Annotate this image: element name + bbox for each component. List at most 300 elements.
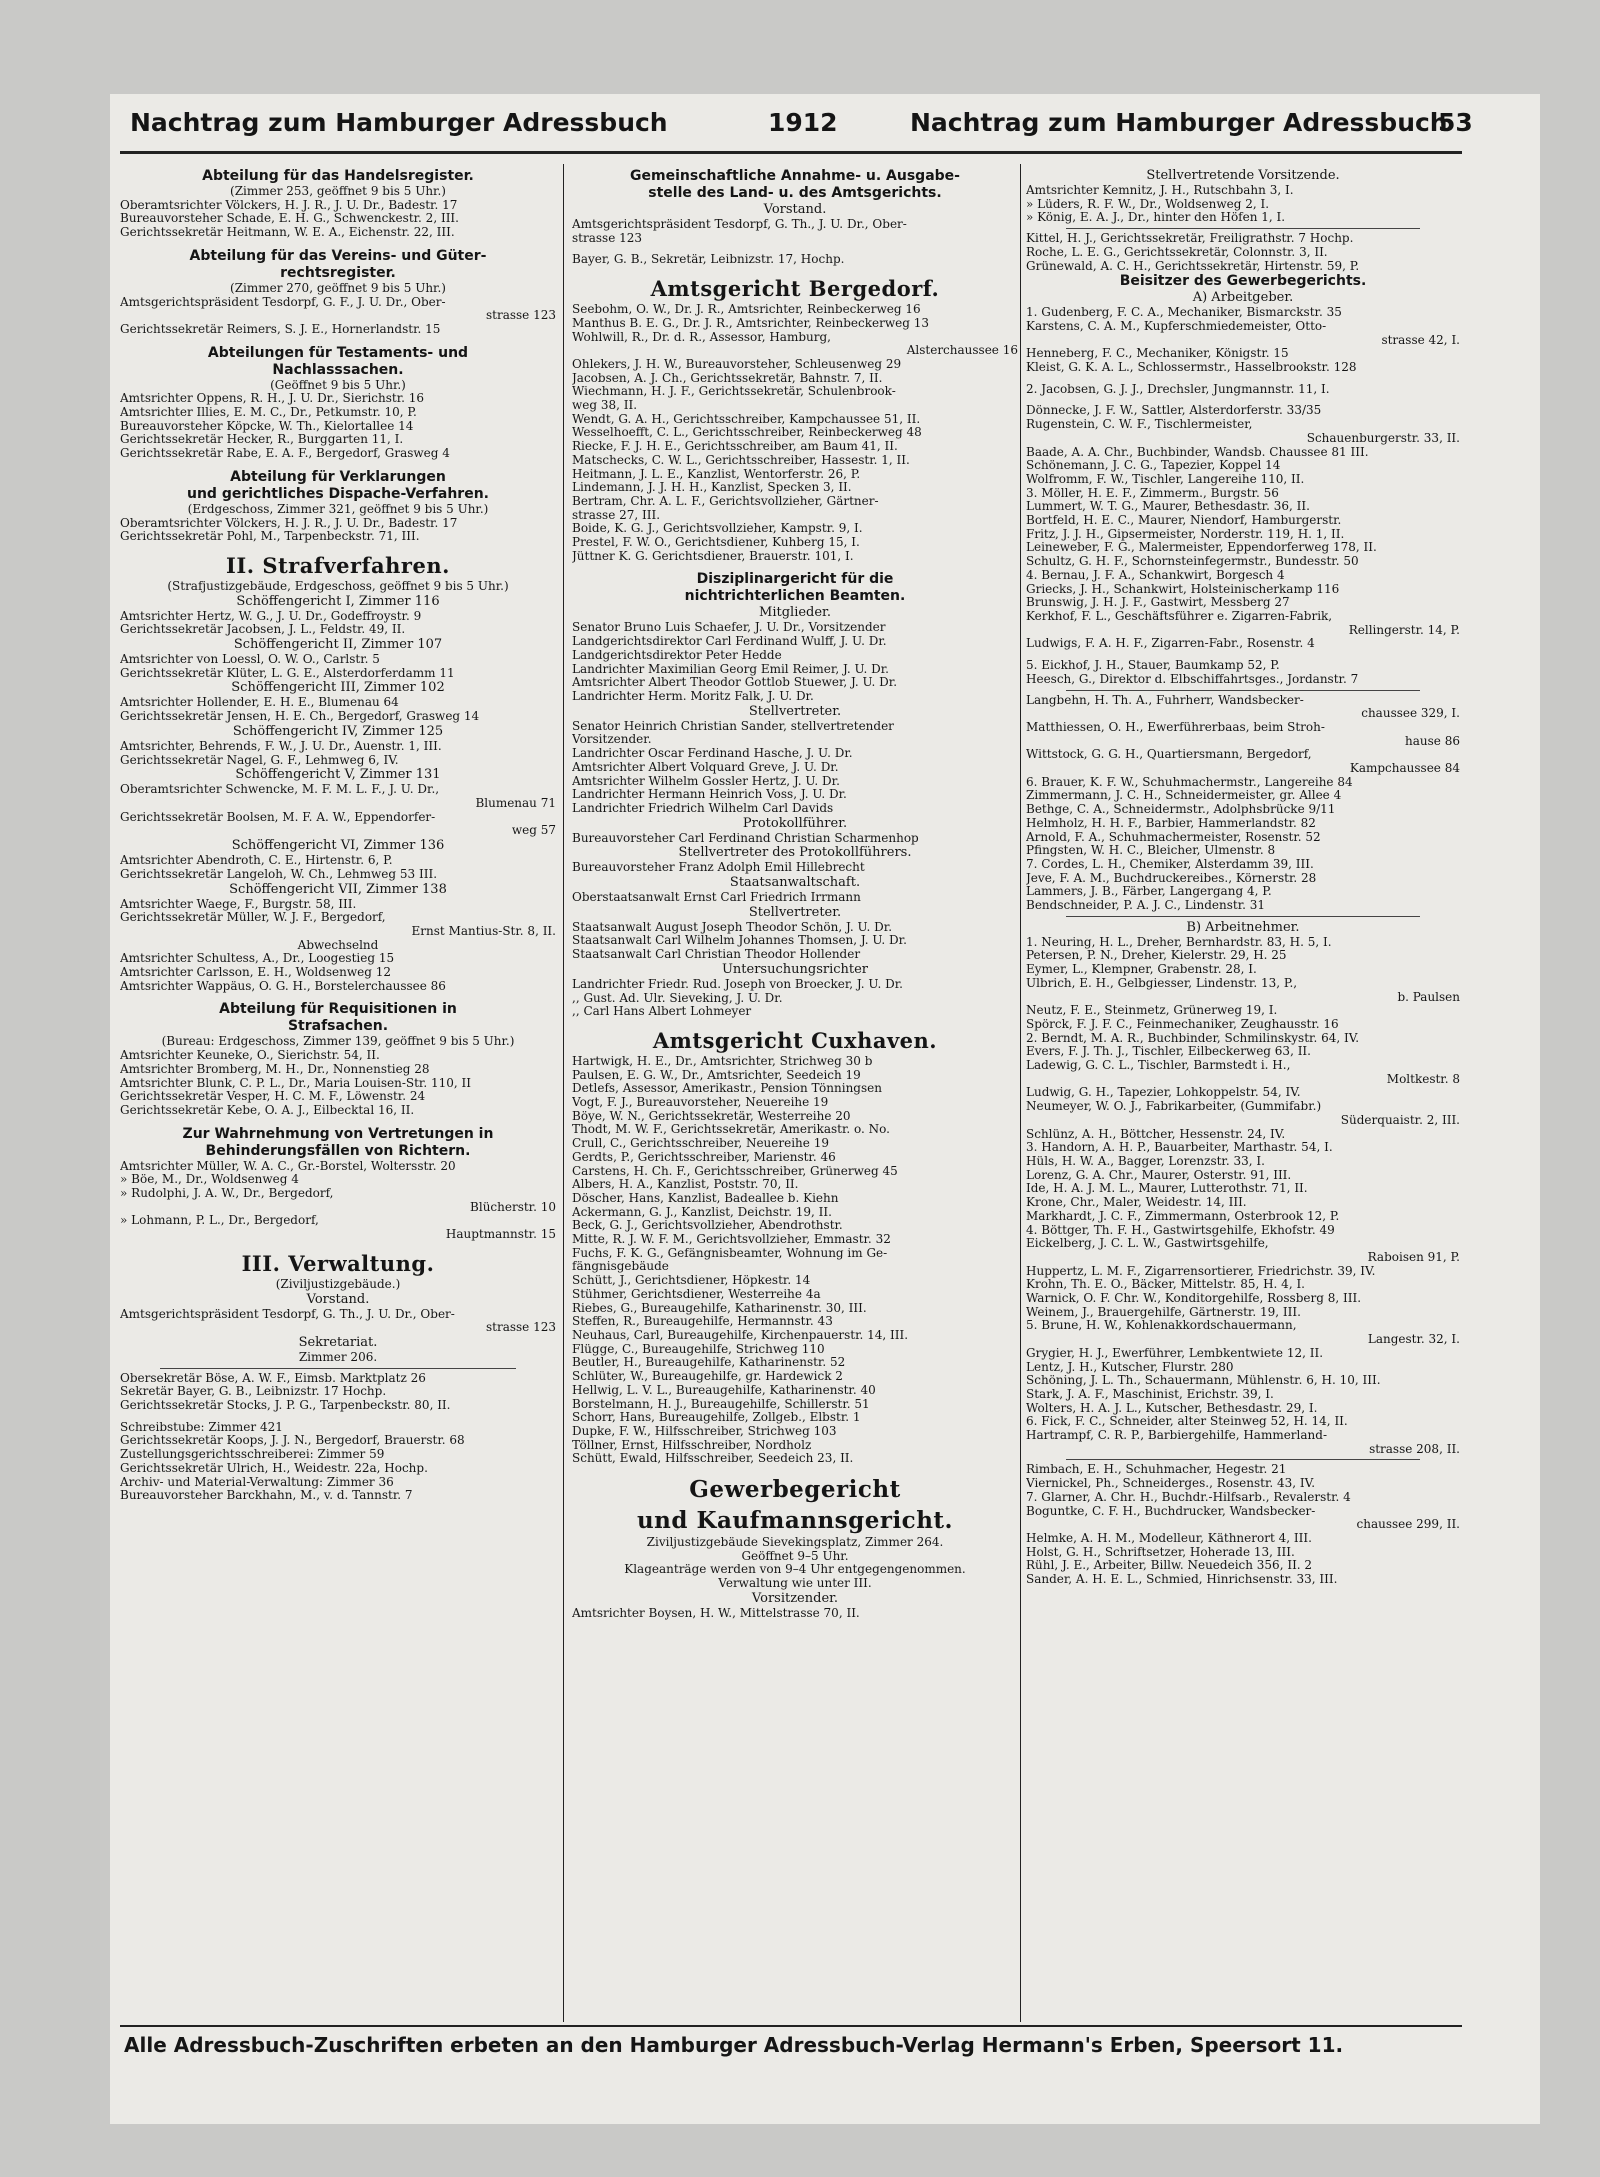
entry-line: Bureauvorsteher Franz Adolph Emil Hillebrecht: [572, 861, 865, 875]
entry-line: 3. Möller, H. E. F., Zimmerm., Burgstr. 56: [1026, 486, 1279, 500]
entry-line: Lentz, J. H., Kutscher, Flurstr. 280: [1026, 1360, 1234, 1374]
section-heading: Gemeinschaftliche Annahme- u. Ausgabe-: [630, 168, 960, 184]
subheading: Sekretariat.: [298, 1334, 378, 1350]
header-rule: [120, 151, 1462, 154]
spacer: [120, 240, 556, 248]
entry-line: Lorenz, G. A. Chr., Maurer, Osterstr. 91, III.: [1026, 1168, 1292, 1182]
entry-line: Oberamtsrichter Völckers, H. J. R., J. U. Dr., Badestr. 17: [120, 516, 458, 530]
spacer: [120, 1118, 556, 1126]
entry-line: Gerichtssekretär Müller, W. J. F., Bergedorf,: [120, 911, 386, 925]
entry-line: Amtsrichter Hollender, E. H. E., Blumenau 64: [120, 696, 399, 710]
subheading: Stellvertreter.: [748, 904, 842, 920]
column-divider-2: [1020, 164, 1021, 2022]
entry-line: Wohlwill, R., Dr. d. R., Assessor, Hamburg,: [572, 330, 831, 344]
entry-line: Carstens, H. Ch. F., Gerichtsschreiber, Grünerweg 45: [572, 1164, 898, 1178]
entry-line: Gerichtssekretär Ulrich, H., Weidestr. 22a, Hochp.: [120, 1461, 428, 1475]
entry-line: Amtsrichter Hertz, W. G., J. U. Dr., Godeffroystr. 9: [120, 609, 422, 623]
entry-line: Leineweber, F. G., Malermeister, Eppendorferweg 178, II.: [1026, 541, 1377, 555]
spacer: [572, 245, 1018, 253]
section-heading: Beisitzer des Gewerbegerichts.: [1119, 273, 1367, 290]
section-heading: Gewerbegericht: [689, 1476, 901, 1504]
entry-line: Stark, J. A. F., Maschinist, Erichstr. 39, I.: [1026, 1387, 1274, 1401]
subheading: Schöffengericht VI, Zimmer 136: [231, 838, 445, 854]
section-heading: stelle des Land- u. des Amtsgerichts.: [648, 185, 942, 201]
entry-line: Beck, G. J., Gerichtsvollzieher, Abendrothstr.: [572, 1219, 843, 1233]
entry-line: Amtsgerichtspräsident Tesdorpf, G. Th., J. U. Dr., Ober-: [572, 218, 907, 231]
entry-line: Hartwigk, H. E., Dr., Amtsrichter, Strichweg 30 b: [572, 1054, 873, 1068]
entry-line: Langestr. 32, I.: [1367, 1333, 1460, 1347]
entry-line: weg 57: [511, 824, 556, 838]
subheading: Schöffengericht I, Zimmer 116: [236, 593, 440, 609]
entry-line: Amtsrichter Abendroth, C. E., Hirtenstr. 6, P.: [120, 854, 393, 868]
entry-line: » Lohmann, P. L., Dr., Bergedorf,: [120, 1214, 319, 1228]
entry-line: Kleist, G. K. A. L., Schlossermstr., Hasselbrookstr. 128: [1026, 361, 1357, 375]
entry-line: Ulbrich, E. H., Gelbgiesser, Lindenstr. 13, P.,: [1026, 976, 1298, 990]
entry-line: Oberamtsrichter Schwencke, M. F. M. L. F., J. U. Dr.,: [120, 783, 440, 797]
entry-line: Staatsanwalt Carl Christian Theodor Hollender: [572, 948, 861, 962]
entry-line: Landrichter Hermann Heinrich Voss, J. U. Dr.: [572, 788, 847, 802]
entry-line: Wolfromm, F. W., Tischler, Langereihe 110, II.: [1026, 472, 1305, 486]
entry-line: Grygier, H. J., Ewerführer, Lembkentwiete 12, II.: [1026, 1346, 1324, 1360]
entry-line: Helmholz, H. H. F., Barbier, Hammerlandstr. 82: [1026, 816, 1316, 830]
section-heading: nichtrichterlichen Beamten.: [684, 588, 906, 605]
section-heading: Disziplinargericht für die: [696, 571, 894, 588]
entry-line: Prestel, F. W. O., Gerichtsdiener, Kuhberg 15, I.: [572, 536, 860, 550]
entry-line: 4. Bernau, J. F. A., Schankwirt, Borgesch 4: [1026, 568, 1285, 582]
entry-line: Lammers, J. B., Färber, Langergang 4, P.: [1026, 885, 1272, 899]
entry-line: Obersekretär Böse, A. W. F., Eimsb. Marktplatz 26: [120, 1371, 426, 1385]
entry-line: Bortfeld, H. E. C., Maurer, Niendorf, Hamburgerstr.: [1026, 514, 1342, 528]
entry-line: 1. Neuring, H. L., Dreher, Bernhardstr. 83, H. 5, I.: [1026, 935, 1332, 949]
section-heading: Behinderungsfällen von Richtern.: [205, 1142, 471, 1159]
entry-line: Landgerichtsdirektor Peter Hedde: [572, 648, 782, 662]
divider-line: [1066, 1459, 1420, 1460]
entry-line: 4. Böttger, Th. F. H., Gastwirtsgehilfe, Ekhofstr. 49: [1026, 1223, 1335, 1237]
entry-line: strasse 27, III.: [572, 508, 661, 522]
entry-line: Albers, H. A., Kanzlist, Poststr. 70, II.: [572, 1178, 799, 1192]
entry-line: Amtsrichter Blunk, C. P. L., Dr., Maria Louisen-Str. 110, II: [120, 1076, 471, 1090]
entry-line: Landrichter Herm. Moritz Falk, J. U. Dr.: [572, 689, 814, 703]
entry-line: Neuhaus, Carl, Bureaugehilfe, Kirchenpauerstr. 14, III.: [572, 1329, 909, 1342]
entry-line: Evers, F. J. Th. J., Tischler, Eilbeckerweg 63, II.: [1026, 1045, 1311, 1059]
column-right: [1026, 168, 1460, 1587]
subheading: A) Arbeitgeber.: [1192, 290, 1294, 306]
entry-line: Verwaltung wie unter III.: [718, 1577, 872, 1591]
subheading: Stellvertreter.: [748, 703, 842, 719]
entry-line: Oberstaatsanwalt Ernst Carl Friedrich Irrmann: [572, 891, 861, 905]
entry-line: Seebohm, O. W., Dr. J. R., Amtsrichter, Reinbeckerweg 16: [572, 303, 921, 317]
entry-line: Amtsgerichtspräsident Tesdorpf, G. F., J. U. Dr., Ober-: [120, 295, 446, 309]
entry-line: Alsterchaussee 16: [906, 344, 1018, 358]
entry-line: (Bureau: Erdgeschoss, Zimmer 139, geöffnet 9 bis 5 Uhr.): [161, 1035, 515, 1049]
entry-line: Gerichtssekretär Stocks, J. P. G., Tarpenbeckstr. 80, II.: [120, 1399, 451, 1413]
subheading: Schöffengericht III, Zimmer 102: [231, 680, 445, 696]
spacer: [1026, 396, 1460, 404]
entry-line: Gerichtssekretär Koops, J. J. N., Bergedorf, Brauerstr. 68: [120, 1434, 465, 1448]
entry-line: Öhlekers, J. H. W., Bureauvorsteher, Schleusenweg 29: [572, 357, 902, 371]
section-heading: Amtsgericht Cuxhaven.: [652, 1027, 938, 1053]
entry-line: Amtsrichter Albert Theodor Gottlob Stuewer, J. U. Dr.: [572, 676, 898, 690]
entry-line: Schütt, J., Gerichtsdiener, Höpkestr. 14: [572, 1274, 811, 1288]
entry-line: Oberamtsrichter Völckers, H. J. R., J. U. Dr., Badestr. 17: [120, 198, 458, 212]
subheading: Vorstand.: [306, 1291, 370, 1307]
spacer: [572, 267, 1018, 275]
entry-line: Dönnecke, J. F. W., Sattler, Alsterdorferstr. 33/35: [1026, 404, 1322, 418]
spacer: [120, 337, 556, 345]
entry-line: Bureauvorsteher Schade, E. H. G., Schwenckestr. 2, III.: [120, 212, 459, 226]
column-middle: [572, 168, 1018, 1621]
footer-rule: [120, 2025, 1462, 2027]
entry-line: Ladewig, G. C. L., Tischler, Barmstedt i. H.,: [1026, 1059, 1291, 1073]
entry-line: Gerichtssekretär Kebe, O. A. J., Eilbecktal 16, II.: [120, 1103, 415, 1117]
entry-line: ,, Gust. Ad. Ulr. Sieveking, J. U. Dr.: [572, 991, 783, 1005]
entry-line: Mitte, R. J. W. F. M., Gerichtsvollzieher, Emmastr. 32: [572, 1233, 891, 1247]
entry-line: 5. Eickhof, J. H., Stauer, Baumkamp 52, P.: [1026, 659, 1280, 673]
entry-line: Schönemann, J. C. G., Tapezier, Koppel 14: [1026, 459, 1281, 473]
entry-line: Amtsrichter Boysen, H. W., Mittelstrasse 70, II.: [572, 1606, 860, 1620]
entry-line: Ludwig, G. H., Tapezier, Lohkoppelstr. 54, IV.: [1026, 1086, 1301, 1100]
entry-line: 2. Berndt, M. A. R., Buchbinder, Schmilinskystr. 64, IV.: [1026, 1031, 1360, 1045]
section-heading: Zur Wahrnehmung von Vertretungen in: [182, 1125, 494, 1142]
entry-line: Gerichtssekretär Reimers, S. J. E., Hornerlandstr. 15: [120, 322, 441, 336]
entry-line: Bureauvorsteher Köpcke, W. Th., Kielortallee 14: [120, 419, 414, 433]
column-left: [120, 168, 556, 1503]
column-divider-1: [563, 164, 564, 2022]
entry-line: Abwechselnd: [297, 938, 379, 952]
entry-line: Boide, K. G. J., Gerichtsvollzieher, Kampstr. 9, I.: [572, 522, 863, 536]
entry-line: Matthiessen, O. H., Ewerführerbaas, beim Stroh-: [1026, 720, 1325, 734]
entry-line: Amtsrichter, Behrends, F. W., J. U. Dr., Auenstr. 1, III.: [120, 739, 442, 753]
section-heading: III. Verwaltung.: [241, 1250, 435, 1276]
entry-line: Zustellungsgerichtsschreiberei: Zimmer 59: [120, 1448, 385, 1462]
subheading: Schöffengericht V, Zimmer 131: [235, 767, 441, 783]
entry-line: Amtsrichter Müller, W. A. C., Gr.-Borstel, Woltersstr. 20: [120, 1159, 456, 1173]
entry-line: Blumenau 71: [475, 796, 556, 810]
entry-line: Böye, W. N., Gerichtssekretär, Westerreihe 20: [572, 1109, 851, 1123]
spacer: [572, 1466, 1018, 1474]
entry-line: Blücherstr. 10: [470, 1200, 556, 1214]
entry-line: Bureauvorsteher Carl Ferdinand Christian Scharmenhop: [572, 831, 919, 845]
section-heading: Amtsgericht Bergedorf.: [650, 276, 940, 302]
entry-line: Markhardt, J. C. F., Zimmermann, Osterbrook 12, P.: [1026, 1209, 1340, 1223]
section-heading: Abteilung für Requisitionen in: [219, 1001, 457, 1018]
entry-line: Baade, A. A. Chr., Buchbinder, Wandsb. Chaussee 81 III.: [1026, 445, 1369, 459]
subheading: Schöffengericht IV, Zimmer 125: [232, 723, 444, 739]
entry-line: (Strafjustizgebäude, Erdgeschoss, geöffnet 9 bis 5 Uhr.): [167, 579, 509, 593]
entry-line: Archiv- und Material-Verwaltung: Zimmer 36: [120, 1475, 394, 1489]
subheading: Schöffengericht II, Zimmer 107: [233, 637, 443, 653]
entry-line: Amtsgerichtspräsident Tesdorpf, G. Th., J. U. Dr., Ober-: [120, 1307, 455, 1321]
entry-line: Riebes, G., Bureaugehilfe, Katharinenstr. 30, III.: [572, 1301, 867, 1315]
entry-line: Bureauvorsteher Barckhahn, M., v. d. Tannstr. 7: [120, 1489, 413, 1503]
header-page-number: 53: [1438, 108, 1473, 137]
entry-line: Stühmer, Gerichtsdiener, Westerreihe 4a: [572, 1287, 821, 1301]
entry-line: Töllner, Ernst, Hilfsschreiber, Nordholz: [572, 1438, 812, 1452]
section-heading: Abteilung für Verklarungen: [230, 468, 446, 485]
spacer: [120, 1242, 556, 1250]
entry-line: Amtsrichter Kemnitz, J. H., Rutschbahn 3, I.: [1026, 184, 1294, 197]
entry-line: Gerichtssekretär Nagel, G. F., Lehmweg 6, IV.: [120, 753, 399, 767]
entry-line: Gerichtssekretär Jacobsen, J. L., Feldstr. 49, II.: [120, 623, 406, 637]
entry-line: Boguntke, C. F. H., Buchdrucker, Wandsbecker-: [1026, 1504, 1316, 1518]
section-heading: Strafsachen.: [287, 1018, 389, 1035]
entry-line: strasse 123: [485, 1321, 556, 1335]
entry-line: chaussee 299, II.: [1356, 1518, 1460, 1532]
entry-line: Amtsrichter Bromberg, M. H., Dr., Nonnenstieg 28: [120, 1062, 430, 1076]
entry-line: Riecke, F. J. H. E., Gerichtsschreiber, am Baum 41, II.: [572, 440, 898, 454]
section-heading: Nachlasssachen.: [272, 361, 404, 378]
subheading: Stellvertreter des Protokollführers.: [678, 845, 912, 861]
entry-line: Landrichter Friedr. Rud. Joseph von Broecker, J. U. Dr.: [572, 977, 903, 991]
subheading: Untersuchungsrichter: [721, 961, 869, 977]
entry-line: Gerichtssekretär Rabe, E. A. F., Bergedorf, Grasweg 4: [120, 447, 450, 461]
entry-line: strasse 208, II.: [1369, 1442, 1460, 1456]
entry-line: Dupke, F. W., Hilfsschreiber, Strichweg 103: [572, 1424, 837, 1438]
entry-line: Matschecks, C. W. L., Gerichtsschreiber, Hassestr. 1, II.: [572, 453, 910, 467]
page-footer: Alle Adressbuch-Zuschriften erbeten an den Hamburger Adressbuch-Verlag Hermann's Erben, Speersort 11.: [124, 2033, 1344, 2057]
entry-line: Schultz, G. H. F., Schornsteinfegermstr., Bundesstr. 50: [1026, 555, 1359, 569]
entry-line: Warnick, O. F. Chr. W., Konditorgehilfe, Rossberg 8, III.: [1026, 1292, 1362, 1306]
entry-line: Rellingerstr. 14, P.: [1348, 623, 1460, 637]
entry-line: Thodt, M. W. F., Gerichtssekretär, Amerikastr. o. No.: [572, 1123, 890, 1137]
entry-line: strasse 42, I.: [1381, 333, 1460, 347]
entry-line: Neumeyer, W. O. J., Fabrikarbeiter, (Gummifabr.): [1026, 1100, 1322, 1114]
entry-line: Gerichtssekretär Pohl, M., Tarpenbeckstr. 71, III.: [120, 530, 420, 544]
entry-line: Schorr, Hans, Bureaugehilfe, Zollgeb., Elbstr. 1: [572, 1411, 861, 1425]
entry-line: Rimbach, E. H., Schuhmacher, Hegestr. 21: [1026, 1463, 1287, 1477]
entry-line: (Ziviljustizgebäude.): [275, 1277, 401, 1291]
subheading: Mitglieder.: [759, 605, 831, 621]
entry-line: Bayer, G. B., Sekretär, Leibnizstr. 17, Hochp.: [572, 253, 845, 267]
entry-line: Wesselhoefft, C. L., Gerichtsschreiber, Reinbeckerweg 48: [572, 426, 922, 440]
entry-line: strasse 123: [485, 309, 556, 323]
entry-line: Ernst Mantius-Str. 8, II.: [411, 924, 556, 938]
entry-line: Landrichter Oscar Ferdinand Hasche, J. U. Dr.: [572, 747, 853, 761]
entry-line: Vorsitzender.: [572, 733, 652, 747]
entry-line: Landgerichtsdirektor Carl Ferdinand Wulff, J. U. Dr.: [572, 635, 887, 649]
entry-line: Grünewald, A. C. H., Gerichtssekretär, Hirtenstr. 59, P.: [1026, 259, 1360, 273]
entry-line: Ide, H. A. J. M. L., Maurer, Lutterothstr. 71, II.: [1026, 1182, 1308, 1196]
spacer: [120, 993, 556, 1001]
entry-line: Steffen, R., Bureaugehilfe, Hermannstr. 43: [572, 1315, 833, 1329]
entry-line: Detlefs, Assessor, Amerikastr., Pension Tönningsen: [572, 1082, 882, 1096]
entry-line: Süderquaistr. 2, III.: [1340, 1113, 1460, 1127]
entry-line: Ludwigs, F. A. H. F., Zigarren-Fabr., Rosenstr. 4: [1026, 637, 1315, 651]
entry-line: Amtsrichter Wappäus, O. G. H., Borstelerchaussee 86: [120, 979, 446, 993]
entry-line: Rugenstein, C. W. F., Tischlermeister,: [1026, 418, 1253, 432]
entry-line: Senator Bruno Luis Schaefer, J. U. Dr., Vorsitzender: [572, 621, 886, 635]
entry-line: b. Paulsen: [1397, 990, 1460, 1004]
entry-line: Krone, Chr., Maler, Weidestr. 14, III.: [1026, 1196, 1247, 1210]
entry-line: 7. Cordes, L. H., Chemiker, Alsterdamm 39, III.: [1026, 857, 1314, 871]
spacer: [120, 1413, 556, 1421]
entry-line: Gerichtssekretär Jensen, H. E. Ch., Bergedorf, Grasweg 14: [120, 710, 480, 724]
entry-line: Schlüter, W., Bureaugehilfe, gr. Hardewick 2: [572, 1370, 843, 1384]
spacer: [572, 563, 1018, 571]
entry-line: Viernickel, Ph., Schneiderges., Rosenstr. 43, IV.: [1026, 1477, 1316, 1491]
entry-line: Eymer, L., Klempner, Grabenstr. 28, I.: [1026, 963, 1257, 977]
entry-line: Hellwig, L. V. L., Bureaugehilfe, Katharinenstr. 40: [572, 1383, 876, 1397]
entry-line: Schreibstube: Zimmer 421: [120, 1420, 283, 1434]
entry-line: Gerichtssekretär Klüter, L. G. E., Alsterdorferdamm 11: [120, 666, 455, 680]
entry-line: Brunswig, J. H. J. F., Gastwirt, Messberg 27: [1026, 596, 1290, 610]
divider-line: [1066, 916, 1420, 917]
entry-line: Gerichtssekretär Heitmann, W. E. A., Eichenstr. 22, III.: [120, 226, 455, 240]
entry-line: Wolters, H. A. J. L., Kutscher, Bethesdastr. 29, I.: [1026, 1401, 1318, 1415]
entry-line: Huppertz, L. M. F., Zigarrensortierer, Friedrichstr. 39, IV.: [1026, 1264, 1376, 1278]
entry-line: » Rudolphi, J. A. W., Dr., Bergedorf,: [120, 1187, 334, 1201]
entry-line: hause 86: [1405, 734, 1460, 748]
spacer: [120, 544, 556, 552]
header-title-left: Nachtrag zum Hamburger Adressbuch: [130, 108, 668, 137]
entry-line: » Böe, M., Dr., Woldsenweg 4: [120, 1173, 299, 1187]
entry-line: Amtsrichter Keuneke, O., Sierichstr. 54, II.: [120, 1049, 380, 1063]
entry-line: (Geöffnet 9 bis 5 Uhr.): [270, 378, 406, 392]
entry-line: Borstelmann, H. J., Bureaugehilfe, Schillerstr. 51: [572, 1397, 870, 1411]
entry-line: Wiechmann, H. J. F., Gerichtssekretär, Schulenbrook-: [572, 385, 896, 399]
entry-line: 5. Brune, H. W., Kohlenakkordschauermann,: [1026, 1319, 1297, 1333]
entry-line: Helmke, A. H. M., Modelleur, Käthnerort 4, III.: [1026, 1531, 1312, 1545]
entry-line: Gerichtssekretär Vesper, H. C. M. F., Löwenstr. 24: [120, 1090, 426, 1104]
entry-line: Eickelberg, J. C. L. W., Gastwirtsgehilfe,: [1026, 1237, 1269, 1251]
entry-line: 7. Glarner, A. Chr. H., Buchdr.-Hilfsarb., Revalerstr. 4: [1026, 1490, 1351, 1504]
entry-line: 1. Gudenberg, F. C. A., Mechaniker, Bismarckstr. 35: [1026, 306, 1342, 320]
entry-line: (Zimmer 270, geöffnet 9 bis 5 Uhr.): [230, 281, 446, 295]
entry-line: Amtsrichter Wilhelm Gossler Hertz, J. U. Dr.: [572, 774, 840, 788]
page-header: [130, 108, 1473, 148]
entry-line: Hartrampf, C. R. P., Barbiergehilfe, Hammerland-: [1026, 1429, 1328, 1443]
entry-line: Heitmann, J. L. E., Kanzlist, Wentorferstr. 26, P.: [572, 467, 861, 481]
entry-line: Fuchs, F. K. G., Gefängnisbeamter, Wohnung im Ge-: [572, 1246, 888, 1260]
entry-line: Flügge, C., Bureaugehilfe, Strichweg 110: [572, 1342, 825, 1356]
entry-line: Bethge, C. A., Schneidermstr., Adolphsbrücke 9/11: [1026, 803, 1336, 817]
entry-line: Döscher, Hans, Kanzlist, Badeallee b. Kiehn: [572, 1191, 839, 1205]
entry-line: 2. Jacobsen, G. J. J., Drechsler, Jungmannstr. 11, I.: [1026, 382, 1330, 396]
section-heading: und gerichtliches Dispache-Verfahren.: [186, 485, 489, 502]
entry-line: Schlünz, A. H., Böttcher, Hessenstr. 24, IV.: [1026, 1127, 1286, 1141]
spacer: [572, 1019, 1018, 1027]
entry-line: Heesch, G., Direktor d. Elbschiffahrtsges., Jordanstr. 7: [1026, 672, 1359, 686]
entry-line: Jeve, F. A. M., Buchdruckereibes., Körnerstr. 28: [1026, 871, 1317, 885]
entry-line: Jacobsen, A. J. Ch., Gerichtssekretär, Bahnstr. 7, II.: [572, 371, 883, 385]
entry-line: Pfingsten, W. H. C., Bleicher, Ulmenstr. 8: [1026, 844, 1276, 858]
entry-line: Griecks, J. H., Schankwirt, Holsteinischerkamp 116: [1026, 582, 1340, 596]
section-heading: Abteilungen für Testaments- und: [207, 344, 469, 361]
entry-line: Arnold, F. A., Schuhmachermeister, Rosenstr. 52: [1026, 830, 1321, 844]
subheading: Protokollführer.: [742, 815, 848, 831]
subheading: Staatsanwaltschaft.: [729, 875, 861, 891]
entry-line: Henneberg, F. C., Mechaniker, Königstr. 15: [1026, 347, 1289, 361]
spacer: [1026, 375, 1460, 383]
entry-line: weg 38, II.: [572, 399, 638, 413]
entry-line: Langbehn, H. Th. A., Fuhrherr, Wandsbecker-: [1026, 693, 1304, 707]
spacer: [120, 461, 556, 469]
entry-line: Fritz, J. J. H., Gipsermeister, Norderstr. 119, H. 1, II.: [1026, 527, 1345, 541]
entry-line: Klageanträge werden von 9–4 Uhr entgegengenommen.: [624, 1563, 966, 1577]
entry-line: Amtsrichter Carlsson, E. H., Woldsenweg 12: [120, 966, 392, 980]
divider-line: [160, 1368, 516, 1369]
entry-line: Raboisen 91, P.: [1367, 1250, 1460, 1264]
entry-line: » König, E. A. J., Dr., hinter den Höfen 1, I.: [1026, 211, 1286, 225]
entry-line: Sekretär Bayer, G. B., Leibnizstr. 17 Hochp.: [120, 1385, 387, 1399]
entry-line: Zimmermann, J. C. H., Schneidermeister, gr. Allee 4: [1026, 789, 1342, 803]
entry-line: Kittel, H. J., Gerichtssekretär, Freiligrathstr. 7 Hochp.: [1026, 232, 1354, 246]
entry-line: 6. Brauer, K. F. W., Schuhmachermstr., Langereihe 84: [1026, 775, 1353, 789]
entry-line: Hüls, H. W. A., Bagger, Lorenzstr. 33, I.: [1026, 1155, 1265, 1168]
subheading: Vorsitzender.: [751, 1590, 839, 1606]
entry-line: ,, Carl Hans Albert Lohmeyer: [572, 1005, 752, 1019]
entry-line: Beutler, H., Bureaugehilfe, Katharinenstr. 52: [572, 1356, 846, 1370]
entry-line: Vogt, F. J., Bureauvorsteher, Neuereihe 19: [572, 1096, 829, 1110]
entry-line: Schöning, J. L. Th., Schauermann, Mühlenstr. 6, H. 10, III.: [1026, 1374, 1381, 1388]
entry-line: Amtsrichter Oppens, R. H., J. U. Dr., Sierichstr. 16: [120, 392, 425, 406]
entry-line: Roche, L. E. G., Gerichtssekretär, Colonnstr. 3, II.: [1026, 245, 1328, 259]
section-heading: rechtsregister.: [280, 264, 396, 281]
subheading: B) Arbeitnehmer.: [1186, 919, 1300, 935]
entry-line: Holst, G. H., Schriftsetzer, Hoherade 13, III.: [1026, 1545, 1295, 1559]
section-heading: Abteilung für das Vereins- und Güter-: [189, 247, 487, 264]
entry-line: Kampchaussee 84: [1349, 762, 1460, 776]
entry-line: (Zimmer 253, geöffnet 9 bis 5 Uhr.): [230, 185, 446, 198]
entry-line: Bendschneider, P. A. J. C., Lindenstr. 31: [1026, 899, 1266, 913]
header-title-right: Nachtrag zum Hamburger Adressbuch: [910, 108, 1448, 137]
entry-line: 3. Handorn, A. H. P., Bauarbeiter, Marthastr. 54, I.: [1026, 1141, 1333, 1155]
entry-line: Zimmer 206.: [298, 1350, 378, 1364]
entry-line: Neutz, F. E., Steinmetz, Grünerweg 19, I.: [1026, 1004, 1278, 1018]
entry-line: Staatsanwalt Carl Wilhelm Johannes Thomsen, J. U. Dr.: [572, 934, 907, 948]
entry-line: Landrichter Maximilian Georg Emil Reimer, J. U. Dr.: [572, 662, 889, 676]
entry-line: Moltkestr. 8: [1386, 1072, 1460, 1086]
entry-line: Hauptmannstr. 15: [445, 1228, 556, 1242]
entry-line: Sander, A. H. E. L., Schmied, Hinrichsenstr. 33, III.: [1026, 1573, 1338, 1587]
entry-line: Amtsrichter Illies, E. M. C., Dr., Petkumstr. 10, P.: [120, 406, 417, 420]
section-heading: Abteilung für das Handelsregister.: [202, 168, 474, 184]
entry-line: (Erdgeschoss, Zimmer 321, geöffnet 9 bis 5 Uhr.): [187, 502, 489, 516]
entry-line: Crull, C., Gerichtsschreiber, Neuereihe 19: [572, 1137, 829, 1151]
entry-line: Amtsrichter Schultess, A., Dr., Loogestieg 15: [120, 952, 395, 966]
entry-line: Krohn, Th. E. O., Bäcker, Mittelstr. 85, H. 4, I.: [1026, 1278, 1305, 1292]
entry-line: Amtsrichter Albert Volquard Greve, J. U. Dr.: [572, 760, 839, 774]
entry-line: Rühl, J. E., Arbeiter, Billw. Neuedeich 356, II. 2: [1026, 1559, 1313, 1573]
entry-line: Wittstock, G. G. H., Quartiersmann, Bergedorf,: [1026, 748, 1312, 762]
divider-line: [1066, 690, 1420, 691]
entry-line: strasse 123: [572, 231, 643, 245]
entry-line: Wendt, G. A. H., Gerichtsschreiber, Kampchaussee 51, II.: [572, 412, 921, 426]
header-year: 1912: [768, 108, 838, 137]
entry-line: Staatsanwalt August Joseph Theodor Schön, J. U. Dr.: [572, 920, 893, 934]
entry-line: Karstens, C. A. M., Kupferschmiedemeister, Otto-: [1026, 319, 1327, 333]
entry-line: chaussee 329, I.: [1361, 707, 1460, 721]
entry-line: Petersen, P. N., Dreher, Kielerstr. 29, H. 25: [1026, 949, 1287, 963]
entry-line: Gerdts, P., Gerichtsschreiber, Marienstr. 46: [572, 1150, 836, 1164]
subheading: Vorstand.: [763, 202, 827, 217]
entry-line: Paulsen, E. G. W., Dr., Amtsrichter, Seedeich 19: [572, 1068, 861, 1082]
entry-line: Ackermann, G. J., Kanzlist, Deichstr. 19, II.: [572, 1205, 832, 1219]
entry-line: Gerichtssekretär Langeloh, W. Ch., Lehmweg 53 III.: [120, 867, 438, 881]
entry-line: Kerkhof, F. L., Geschäftsführer e. Zigarren-Fabrik,: [1026, 609, 1333, 623]
entry-line: Spörck, F. J. F. C., Feinmechaniker, Zeughausstr. 16: [1026, 1017, 1339, 1031]
entry-line: Manthus B. E. G., Dr. J. R., Amtsrichter, Reinbeckerweg 13: [572, 316, 929, 330]
entry-line: fängnisgebäude: [572, 1260, 669, 1274]
entry-line: Amtsrichter Waege, F., Burgstr. 58, III.: [120, 897, 357, 911]
entry-line: Lummert, W. T. G., Maurer, Bethesdastr. 36, II.: [1026, 500, 1310, 514]
entry-line: Ziviljustizgebäude Sievekingsplatz, Zimmer 264.: [646, 1536, 944, 1550]
entry-line: Jüttner K. G. Gerichtsdiener, Brauerstr. 101, I.: [572, 549, 854, 563]
subheading: Schöffengericht VII, Zimmer 138: [229, 881, 447, 897]
entry-line: Bertram, Chr. A. L. F., Gerichtsvollzieher, Gärtner-: [572, 494, 879, 508]
entry-line: Amtsrichter von Loessl, O. W. O., Carlstr. 5: [120, 653, 380, 667]
divider-line: [1066, 228, 1420, 229]
